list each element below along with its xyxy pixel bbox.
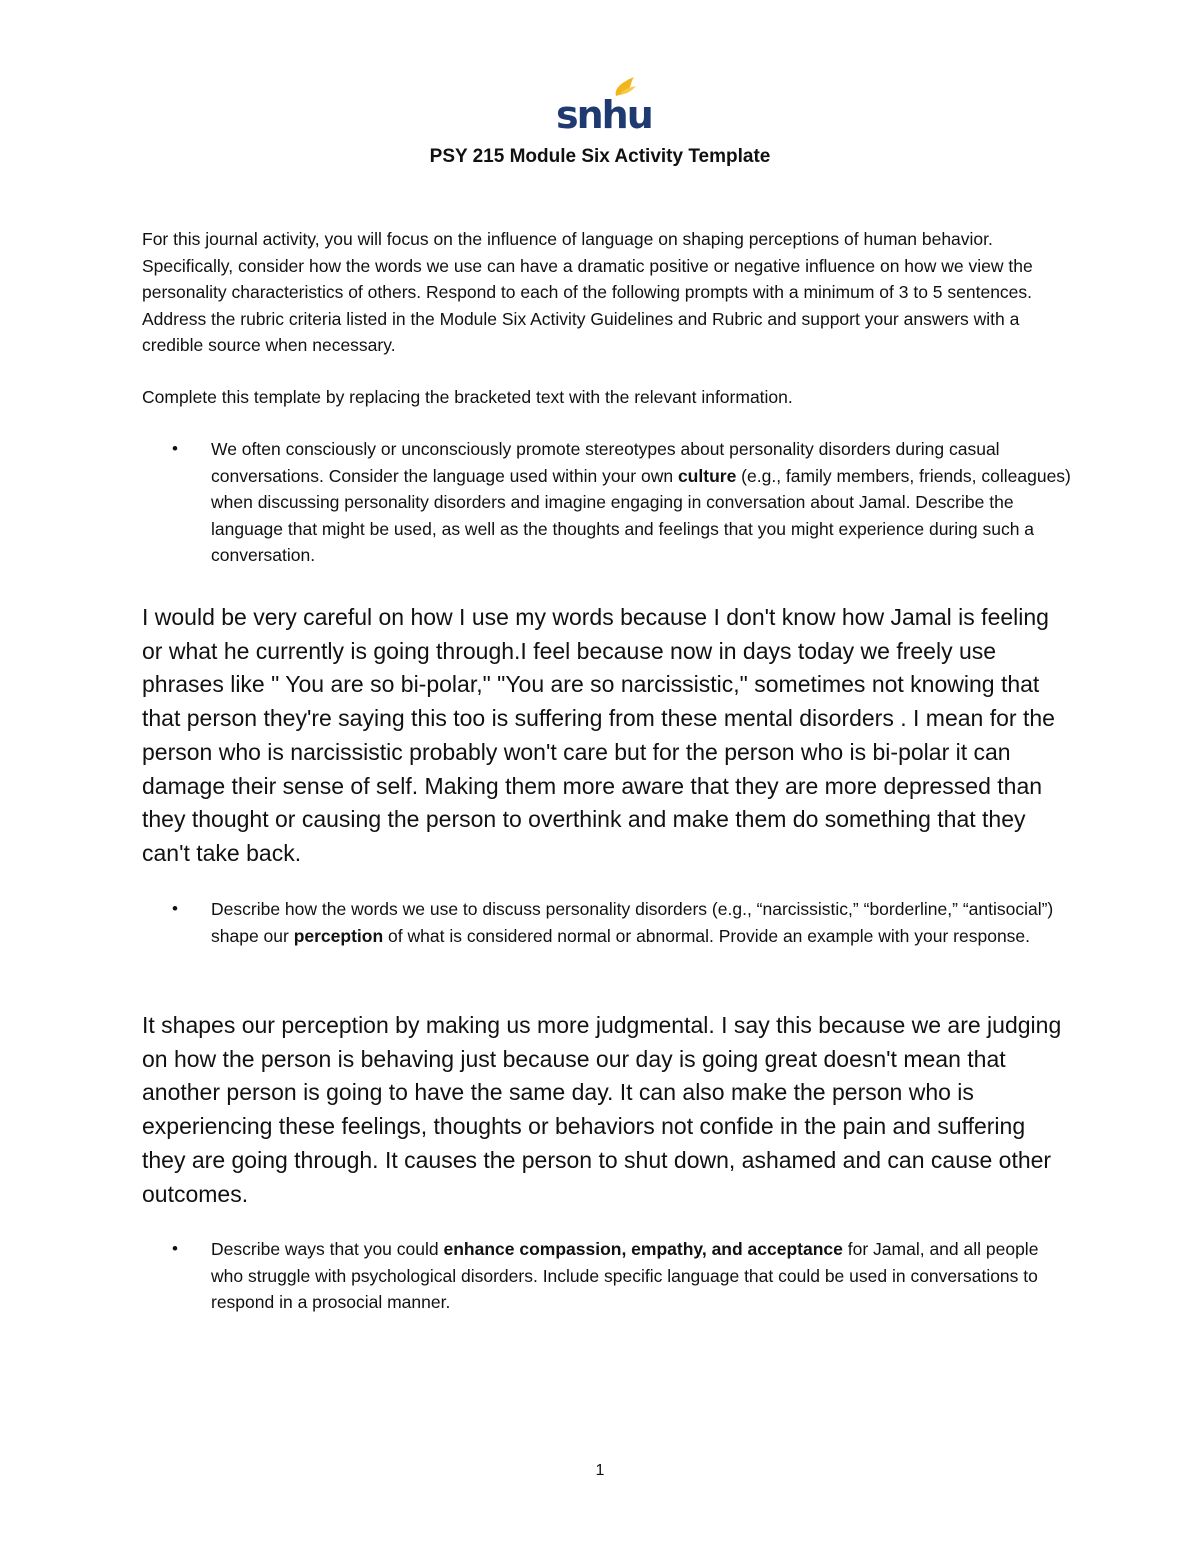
prompt-2-bold: perception xyxy=(293,925,384,946)
document-title: PSY 215 Module Six Activity Template xyxy=(429,146,771,167)
prompt-3-text: Describe ways that you could xyxy=(211,1239,444,1259)
bullet-icon: • xyxy=(172,439,178,458)
bullet-icon: • xyxy=(172,1239,178,1258)
answer-2: It shapes our perception by making us more judgmental. I say this because we are judging on how the person is behaving just because our day is going great doesn't mean that another person is going to have the same day. It can also make the person who is experiencing these feelings, thoughts or behaviors not confide in the pain and suffering they are going through. It causes the person to shut down, ashamed and can cause other outcomes. xyxy=(142,1012,1062,1207)
prompt-1 xyxy=(211,436,1071,569)
prompt-1-bold: culture xyxy=(677,465,737,486)
prompt-3-bold: enhance compassion, empathy, and acceptance xyxy=(443,1239,843,1259)
prompt-3-text-end: for Jamal, and all people who struggle with psychological disorders. Include specific language that could be used in conversations to respond in a prosocial manner. xyxy=(211,1239,1039,1312)
intro-paragraph: For this journal activity, you will focus on the influence of language on shaping perceptions of human behavior. Specifically, consider how the words we use can have a dramatic positive or negative influence on how we view the personality characteristics of others. Respond to each of the following prompts with a minimum of 3 to 5 sentences. Address the rubric criteria listed in the Module Six Activity Guidelines and Rubric and support your answers with a credible source when necessary. xyxy=(142,229,1033,355)
prompt-1-text-end: (e.g., family members, friends, colleagues) when discussing personality disorders and imagine engaging in conversation about Jamal. Describe the language that might be used, as well as the thoughts and feelings that you might experience during such a conversation. xyxy=(211,465,1071,565)
instruction-paragraph: Complete this template by replacing the bracketed text with the relevant information. xyxy=(142,387,793,407)
bullet-icon: • xyxy=(172,899,178,918)
prompt-1-text: We often consciously or unconsciously promote stereotypes about personality disorders during casual conversations. Consider the language used within your own xyxy=(211,439,1000,486)
prompt-2-text-end: of what is considered normal or abnormal. Provide an example with your response. xyxy=(383,925,1031,946)
prompt-2-text: Describe how the words we use to discuss personality disorders (e.g., “narcissistic,” “borderline,” “antisocial”) shape our xyxy=(211,899,1054,946)
snhu-logo xyxy=(556,74,652,137)
answer-1: I would be very careful on how I use my words because I don't know how Jamal is feeling or what he currently is going through.I feel because now in days today we freely use phrases like " You are so bi-polar," "You are so narcissistic," sometimes not knowing that that person they're saying this too is suffering from these mental disorders . I mean for the person who is narcissistic probably won't care but for the person who is bi-polar it can damage their sense of self. Making them more aware that they are more depressed than they thought or causing the person to overthink and make them do something that they can't take back. xyxy=(142,604,1055,866)
prompt-3 xyxy=(211,1236,1071,1316)
svg-text:snhu: snhu xyxy=(556,93,652,137)
prompt-2 xyxy=(211,896,1071,949)
page-number: 1 xyxy=(595,1462,605,1479)
